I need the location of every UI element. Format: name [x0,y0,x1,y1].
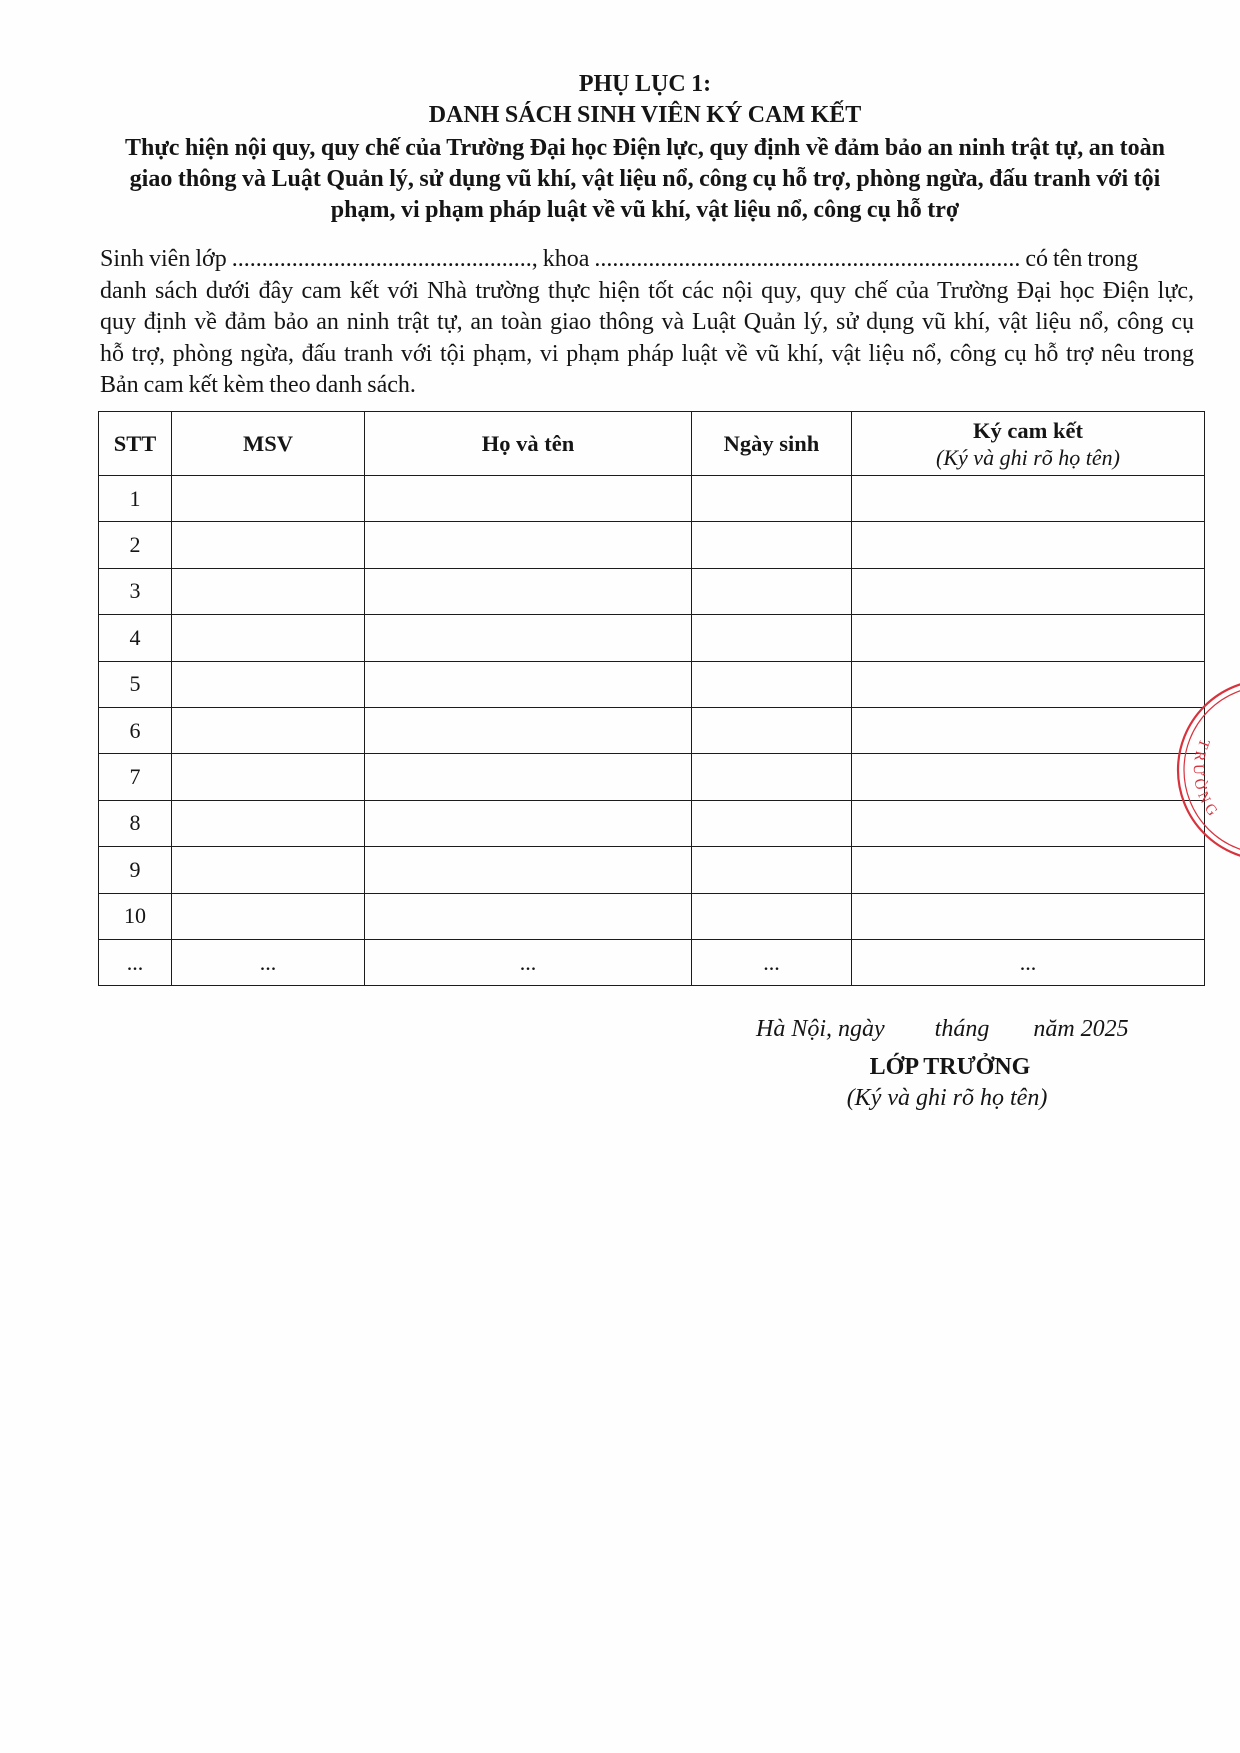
signature-cell [852,568,1205,614]
intro-line: Sinh viên lớp .................................................., khoa ....................................................................... có tên trong [100,246,1138,272]
row-number-cell: 6 [99,707,172,753]
name-cell: ... [365,939,692,985]
msv-cell: ... [172,939,365,985]
seal-outer-ring [1178,680,1240,860]
signature-date-line [756,1015,1129,1043]
dob-cell [692,661,852,707]
signature-header-label: Ký cam kết [973,417,1083,443]
seal-lettering [1190,736,1223,822]
table-row [99,615,1205,661]
msv-cell [172,893,365,939]
row-number-cell: 10 [99,893,172,939]
table-row [99,847,1205,893]
row-number-cell: 5 [99,661,172,707]
date-place: Hà Nội, ngày [756,1016,885,1042]
table-row [99,800,1205,846]
signature-cell [852,615,1205,661]
document-heading [90,69,1200,226]
table-header-stt: STT [99,412,172,476]
row-number-cell: 7 [99,754,172,800]
msv-cell [172,568,365,614]
table-header-msv: MSV [172,412,365,476]
dob-cell [692,707,852,753]
date-year: năm 2025 [1033,1016,1129,1042]
document-title: DANH SÁCH SINH VIÊN KÝ CAM KẾT [428,102,862,128]
name-cell [365,522,692,568]
msv-cell [172,661,365,707]
table-row [99,754,1205,800]
dob-cell [692,522,852,568]
table-row [99,893,1205,939]
table-header-dob: Ngày sinh [692,412,852,476]
name-cell [365,800,692,846]
intro-line: Bản cam kết kèm theo danh sách. [100,372,416,398]
row-number-cell: 4 [99,615,172,661]
subtitle-line: Thực hiện nội quy, quy chế của Trường Đại học Điện lực, quy định về đảm bảo an ninh trật tự, an toàn [125,135,1165,161]
name-cell [365,847,692,893]
msv-cell [172,754,365,800]
table-row [99,476,1205,522]
dob-cell [692,568,852,614]
name-cell [365,661,692,707]
msv-cell [172,522,365,568]
table-header-signature [852,412,1205,476]
row-number-cell: 2 [99,522,172,568]
row-number-cell: 9 [99,847,172,893]
dob-cell [692,893,852,939]
name-cell [365,707,692,753]
table-row-ellipsis [99,939,1205,985]
name-cell [365,476,692,522]
dob-cell [692,754,852,800]
msv-cell [172,615,365,661]
appendix-label: PHỤ LỤC 1: [578,71,712,97]
dob-cell [692,615,852,661]
table-header-name: Họ và tên [365,412,692,476]
subtitle-line: phạm, vi phạm pháp luật về vũ khí, vật liệu nổ, công cụ hỗ trợ [330,197,960,223]
intro-paragraph [100,244,1194,402]
dob-cell [692,847,852,893]
dob-cell [692,476,852,522]
intro-line: hỗ trợ, phòng ngừa, đấu tranh với tội phạm, vi phạm pháp luật về vũ khí, vật liệu nổ, công cụ hỗ trợ nêu trong [100,340,1194,367]
name-cell [365,754,692,800]
table-row [99,522,1205,568]
msv-cell [172,476,365,522]
signature-cell [852,522,1205,568]
dob-cell: ... [692,939,852,985]
signature-header-note: (Ký và ghi rõ họ tên) [936,444,1120,470]
name-cell [365,893,692,939]
signer-role: LỚP TRƯỞNG [869,1054,1031,1080]
table-header-row [99,412,1205,476]
seal-lettering-path: TRƯỜNG [1189,736,1223,823]
dob-cell [692,800,852,846]
signature-cell: ... [852,939,1205,985]
intro-line: quy định về đảm bảo an ninh trật tự, an toàn giao thông và Luật Quản lý, sử dụng vũ khí, vật liệu nổ, công cụ [100,309,1194,335]
signature-cell [852,476,1205,522]
date-month: tháng [934,1016,990,1042]
msv-cell [172,800,365,846]
subtitle-line: giao thông và Luật Quản lý, sử dụng vũ khí, vật liệu nổ, công cụ hỗ trợ, phòng ngừa, đấu tranh với tội [129,166,1161,192]
table-row [99,707,1205,753]
table-row [99,568,1205,614]
name-cell [365,615,692,661]
signer-note: (Ký và ghi rõ họ tên) [846,1085,1048,1111]
signature-cell [852,893,1205,939]
row-number-cell: 1 [99,476,172,522]
row-number-cell: 3 [99,568,172,614]
document-subtitle [90,133,1200,226]
red-seal-stamp [1150,660,1240,880]
intro-line: danh sách dưới đây cam kết với Nhà trường thực hiện tốt các nội quy, quy chế của Trường Đại học Điện lực, [100,277,1194,304]
row-number-cell: 8 [99,800,172,846]
name-cell [365,568,692,614]
student-roster-table [98,411,1205,986]
row-number-cell: ... [99,939,172,985]
msv-cell [172,847,365,893]
table-row [99,661,1205,707]
msv-cell [172,707,365,753]
